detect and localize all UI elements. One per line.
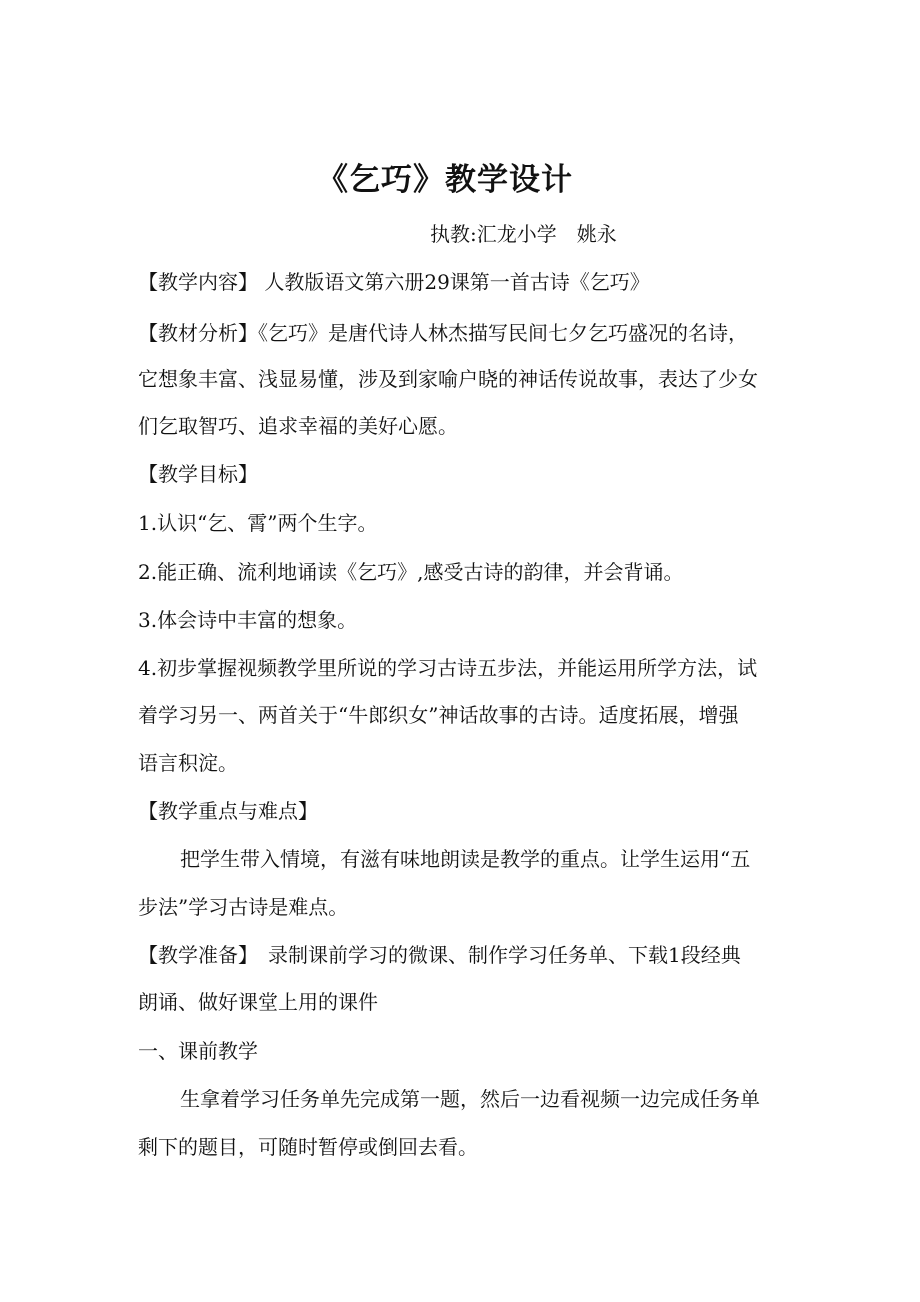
goal-item-4-line-2: 着学习另一、两首关于“牛郎织女”神话故事的古诗。适度拓展，增强 bbox=[138, 703, 739, 727]
goals-heading: 【教学目标】 bbox=[138, 462, 258, 486]
goal-item-4-line-3: 语言积淀。 bbox=[138, 751, 238, 775]
key-points-line-1: 把学生带入情境，有滋有味地朗读是教学的重点。让学生运用“五 bbox=[180, 847, 751, 871]
goal-item-4-line-1: 4.初步掌握视频教学里所说的学习古诗五步法，并能运用所学方法，试 bbox=[138, 656, 758, 680]
key-points-line-2: 步法”学习古诗是难点。 bbox=[138, 895, 349, 919]
material-analysis-line-1: 【教材分析】《乞巧》是唐代诗人林杰描写民间七夕乞巧盛况的名诗， bbox=[138, 321, 748, 345]
goal-item-3: 3.体会诗中丰富的想象。 bbox=[138, 608, 358, 632]
key-points-heading: 【教学重点与难点】 bbox=[138, 799, 318, 823]
teaching-content-line: 【教学内容】 人教版语文第六册29课第一首古诗《乞巧》 bbox=[138, 270, 650, 294]
material-analysis-line-2: 它想象丰富、浅显易懂，涉及到家喻户晓的神话传说故事，表达了少女 bbox=[138, 367, 758, 391]
material-analysis-line-3: 们乞取智巧、追求幸福的美好心愿。 bbox=[138, 414, 458, 438]
goal-item-2: 2.能正确、流利地诵读《乞巧》,感受古诗的韵律，并会背诵。 bbox=[138, 560, 684, 584]
author-byline: 执教:汇龙小学 姚永 bbox=[430, 222, 617, 246]
document-title: 《乞巧》教学设计 bbox=[317, 162, 573, 198]
pre-class-line-2: 剩下的题目，可随时暂停或倒回去看。 bbox=[138, 1135, 478, 1159]
preparation-line-2: 朗诵、做好课堂上用的课件 bbox=[138, 990, 378, 1014]
goal-item-1: 1.认识“乞、霄”两个生字。 bbox=[138, 511, 378, 535]
section-heading-pre-class: 一、课前教学 bbox=[138, 1039, 258, 1063]
pre-class-line-1: 生拿着学习任务单先完成第一题，然后一边看视频一边完成任务单 bbox=[180, 1087, 760, 1111]
preparation-line-1: 【教学准备】 录制课前学习的微课、制作学习任务单、下载1段经典 bbox=[138, 943, 741, 967]
